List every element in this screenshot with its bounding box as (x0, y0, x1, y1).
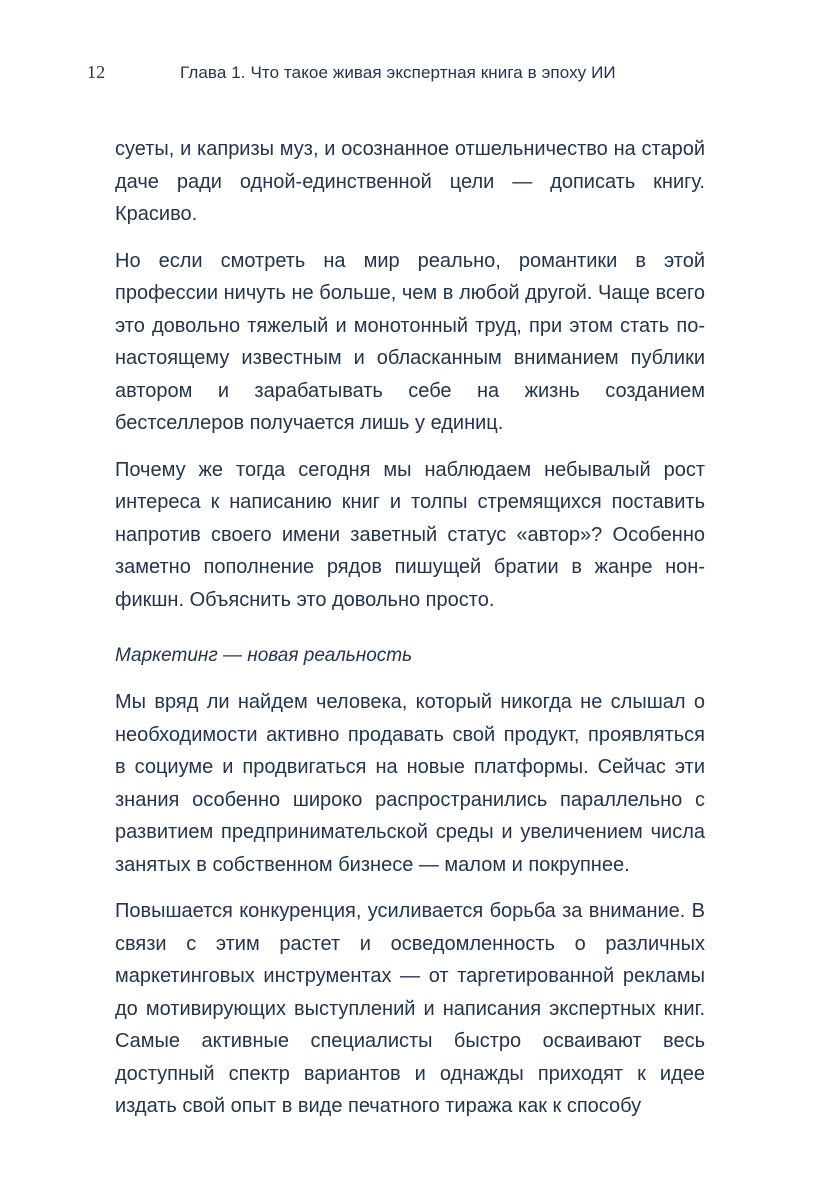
paragraph: Мы вряд ли найдем человека, который никогда не слышал о необходимости активно продавать свой продукт, проявляться в социуме и продвигаться на новые платформы. Сейчас эти знания особенно широко распространились параллельно с развитием предпринимательской среды и увеличением числа занятых в собственном бизнесе — малом и покрупнее. (115, 691, 705, 876)
paragraph: Повышается конкуренция, усиливается борьба за внимание. В связи с этим растет и осведомленность о различных маркетинговых инструментах — от таргетированной рекламы до мотивирующих выступлений и написания экспертных книг. Самые активные специалисты быстро осваивают весь доступный спектр вариантов и однажды приходят к идее издать свой опыт в виде печатного тиража как к способу (115, 900, 705, 1117)
paragraph: суеты, и капризы муз, и осознанное отшельничество на старой даче ради одной-единственной цели — дописать книгу. Красиво. (115, 138, 705, 225)
paragraph: Почему же тогда сегодня мы наблюдаем небывалый рост интереса к написанию книг и толпы стремящихся поставить напротив своего имени заветный статус «автор»? Особенно заметно пополнение рядов пишущей братии в жанре нон-фикшн. Объяснить это довольно просто. (115, 458, 705, 611)
paragraph: Но если смотреть на мир реально, романтики в этой профессии ничуть не больше, чем в любой другой. Чаще всего это довольно тяжелый и монотонный труд, при этом стать по-настоящему известным и обласканным вниманием публики автором и зарабатывать себе на жизнь созданием бестселлеров получается лишь у единиц. (115, 249, 705, 434)
running-header (87, 62, 705, 83)
page-number: 12 (87, 62, 106, 82)
section-subheading: Маркетинг — новая реальность (115, 645, 413, 666)
page-body (115, 133, 705, 1123)
chapter-title: Глава 1. Что такое живая экспертная книга в эпоху ИИ (180, 63, 616, 82)
